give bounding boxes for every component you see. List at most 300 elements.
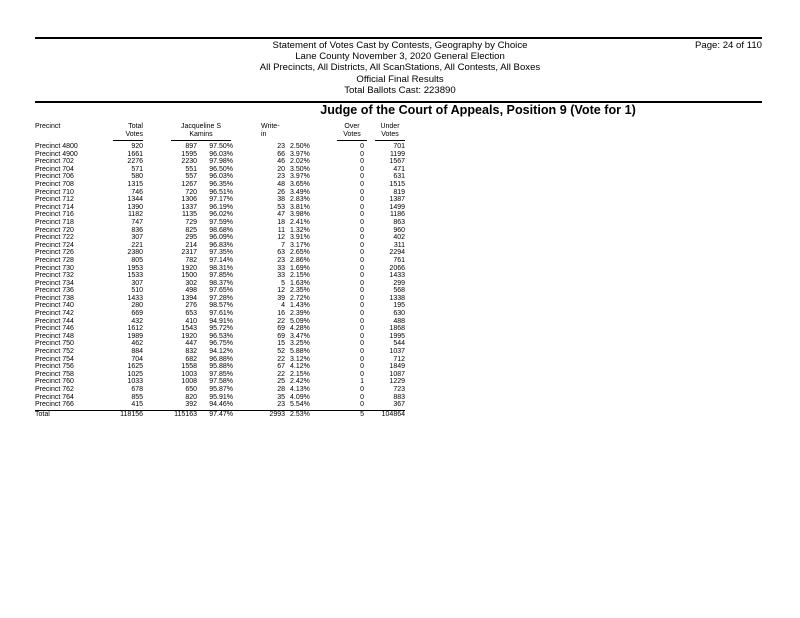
writein-votes: 63 [277, 249, 285, 257]
writein-votes: 22 [277, 370, 285, 378]
over-votes: 0 [360, 173, 364, 181]
writein-pct: 3.98% [290, 211, 310, 219]
total-votes: 1315 [127, 180, 143, 188]
under-votes: 761 [393, 256, 405, 264]
over-votes: 0 [360, 370, 364, 378]
candidate-pct: 94.12% [209, 348, 233, 356]
precinct-name: Precinct 706 [35, 173, 74, 181]
total-votes: 1182 [127, 211, 143, 219]
total-votes: 746 [131, 188, 143, 196]
candidate-votes: 447 [185, 340, 197, 348]
writein-votes: 12 [277, 287, 285, 295]
over-votes: 0 [360, 150, 364, 158]
total-votes: 669 [131, 310, 143, 318]
writein-votes: 39 [277, 294, 285, 302]
col-write-in: Write-in [261, 123, 280, 139]
under-votes: 1515 [389, 180, 405, 188]
over-votes: 0 [360, 256, 364, 264]
under-votes: 299 [393, 279, 405, 287]
under-votes: 1229 [389, 378, 405, 386]
precinct-name: Precinct 758 [35, 370, 74, 378]
candidate-votes: 720 [185, 188, 197, 196]
writein-pct: 3.12% [290, 355, 310, 363]
over-votes: 0 [360, 348, 364, 356]
candidate-pct: 97.17% [209, 196, 233, 204]
candidate-pct: 96.50% [209, 165, 233, 173]
precinct-name: Precinct 738 [35, 294, 74, 302]
precinct-name: Precinct 4900 [35, 150, 78, 158]
over-votes: 0 [360, 363, 364, 371]
over-votes: 0 [360, 180, 364, 188]
writein-pct: 3.65% [290, 180, 310, 188]
col-under-line1: Under [380, 123, 400, 130]
under-votes: 1087 [389, 370, 405, 378]
over-votes: 0 [360, 294, 364, 302]
candidate-votes: 682 [185, 355, 197, 363]
total-votes: 1025 [127, 370, 143, 378]
under-votes: 2294 [389, 249, 405, 257]
over-votes: 1 [360, 378, 364, 386]
writein-pct: 5.54% [290, 401, 310, 409]
candidate-votes: 2317 [181, 249, 197, 257]
over-votes: 0 [360, 188, 364, 196]
header-line-scope: All Precincts, All Districts, All ScanStations, All Contests, All Boxes [259, 62, 541, 74]
precinct-name: Precinct 728 [35, 256, 74, 264]
writein-votes: 33 [277, 272, 285, 280]
candidate-pct: 97.28% [209, 294, 233, 302]
precinct-name: Precinct 760 [35, 378, 74, 386]
candidate-pct: 96.88% [209, 355, 233, 363]
under-votes: 1868 [389, 325, 405, 333]
total-votes: 2276 [127, 158, 143, 166]
writein-pct: 2.41% [290, 218, 310, 226]
total-votes: 1625 [127, 363, 143, 371]
candidate-pct: 95.72% [209, 325, 233, 333]
under-votes: 1387 [389, 196, 405, 204]
total-votes: 415 [131, 401, 143, 409]
under-votes: 195 [393, 302, 405, 310]
total-votes: 2380 [127, 249, 143, 257]
col-over-line1: Over [344, 123, 360, 130]
over-votes: 0 [360, 211, 364, 219]
precinct-name: Precinct 742 [35, 310, 74, 318]
precinct-name: Precinct 744 [35, 317, 74, 325]
writein-votes: 69 [277, 332, 285, 340]
total-votes: 1612 [127, 325, 143, 333]
total-votes: 1033 [127, 378, 143, 386]
under-votes: 630 [393, 310, 405, 318]
col-candidate [171, 123, 231, 141]
candidate-votes: 820 [185, 393, 197, 401]
writein-votes: 38 [277, 196, 285, 204]
writein-pct: 4.09% [290, 393, 310, 401]
total-votes: 1953 [127, 264, 143, 272]
total-votes: 580 [131, 173, 143, 181]
writein-votes: 48 [277, 180, 285, 188]
over-votes: 0 [360, 226, 364, 234]
writein-pct: 2.02% [290, 158, 310, 166]
candidate-pct: 96.53% [209, 332, 233, 340]
total-votes: 747 [131, 218, 143, 226]
under-votes: 471 [393, 165, 405, 173]
over-votes: 0 [360, 386, 364, 393]
precinct-name: Precinct 766 [35, 401, 74, 409]
over-votes: 0 [360, 317, 364, 325]
over-votes: 0 [360, 158, 364, 166]
total-candidate-pct: 97.47% [209, 410, 233, 418]
writein-pct: 2.15% [290, 272, 310, 280]
writein-votes: 22 [277, 317, 285, 325]
total-votes: 1989 [127, 332, 143, 340]
under-votes: 1567 [389, 158, 405, 166]
total-votes: 571 [131, 165, 143, 173]
precinct-name: Precinct 750 [35, 340, 74, 348]
total-candidate-votes: 115163 [174, 410, 197, 418]
candidate-pct: 97.14% [209, 256, 233, 264]
precinct-name: Precinct 704 [35, 165, 74, 173]
writein-votes: 18 [277, 218, 285, 226]
under-votes: 883 [393, 393, 405, 401]
writein-pct: 3.50% [290, 165, 310, 173]
writein-pct: 3.49% [290, 188, 310, 196]
writein-votes: 53 [277, 203, 285, 211]
writein-votes: 67 [277, 363, 285, 371]
total-writein-votes: 2993 [269, 410, 285, 418]
writein-pct: 1.32% [290, 226, 310, 234]
total-votes: 884 [131, 348, 143, 356]
precinct-name: Precinct 746 [35, 325, 74, 333]
total-votes: 510 [131, 287, 143, 295]
total-under-votes: 104864 [381, 410, 405, 418]
candidate-votes: 653 [185, 310, 197, 318]
writein-pct: 2.72% [290, 294, 310, 302]
candidate-votes: 1500 [181, 272, 197, 280]
candidate-pct: 96.02% [209, 211, 233, 219]
under-votes: 960 [393, 226, 405, 234]
candidate-pct: 98.31% [209, 264, 233, 272]
precinct-name: Precinct 718 [35, 218, 74, 226]
writein-pct: 2.42% [290, 378, 310, 386]
over-votes: 0 [360, 249, 364, 257]
candidate-pct: 96.09% [209, 234, 233, 242]
precinct-name: Precinct 754 [35, 355, 74, 363]
writein-votes: 28 [277, 386, 285, 393]
writein-votes: 22 [277, 355, 285, 363]
candidate-pct: 96.03% [209, 150, 233, 158]
candidate-pct: 95.87% [209, 386, 233, 393]
total-votes: 307 [131, 279, 143, 287]
candidate-votes: 782 [185, 256, 197, 264]
candidate-pct: 98.68% [209, 226, 233, 234]
candidate-pct: 98.37% [209, 279, 233, 287]
writein-votes: 35 [277, 393, 285, 401]
header-line-election: Lane County November 3, 2020 General Election [295, 51, 505, 63]
col-under-votes [375, 123, 405, 141]
candidate-votes: 1595 [181, 150, 197, 158]
total-votes: 678 [131, 386, 143, 393]
candidate-pct: 97.58% [209, 378, 233, 386]
under-votes: 631 [393, 173, 405, 181]
candidate-votes: 2230 [181, 158, 197, 166]
precinct-name: Precinct 732 [35, 272, 74, 280]
writein-votes: 46 [277, 158, 285, 166]
precinct-name: Precinct 708 [35, 180, 74, 188]
col-total-votes [113, 123, 143, 141]
candidate-pct: 95.88% [209, 363, 233, 371]
candidate-votes: 410 [185, 317, 197, 325]
total-votes: 118156 [120, 410, 143, 418]
writein-votes: 23 [277, 143, 285, 150]
candidate-pct: 94.46% [209, 401, 233, 409]
writein-pct: 3.47% [290, 332, 310, 340]
candidate-votes: 1920 [181, 264, 197, 272]
over-votes: 0 [360, 355, 364, 363]
writein-votes: 69 [277, 325, 285, 333]
candidate-votes: 295 [185, 234, 197, 242]
col-total-line2: Votes [113, 131, 143, 140]
precinct-name: Precinct 722 [35, 234, 74, 242]
precinct-name: Precinct 736 [35, 287, 74, 295]
under-votes: 712 [393, 355, 405, 363]
candidate-votes: 1337 [181, 203, 197, 211]
precinct-name: Precinct 762 [35, 386, 74, 393]
col-under-line2: Votes [375, 131, 405, 140]
col-total-line1: Total [128, 123, 143, 130]
candidate-votes: 650 [185, 386, 197, 393]
writein-pct: 3.97% [290, 173, 310, 181]
under-votes: 863 [393, 218, 405, 226]
under-votes: 701 [393, 143, 405, 150]
precinct-name: Precinct 714 [35, 203, 74, 211]
writein-votes: 23 [277, 401, 285, 409]
precinct-name: Precinct 740 [35, 302, 74, 310]
under-votes: 1199 [389, 150, 405, 158]
candidate-votes: 1003 [181, 370, 197, 378]
writein-pct: 3.97% [290, 150, 310, 158]
over-votes: 0 [360, 310, 364, 318]
writein-pct: 2.50% [290, 143, 310, 150]
over-votes: 0 [360, 287, 364, 295]
writein-votes: 33 [277, 264, 285, 272]
candidate-votes: 832 [185, 348, 197, 356]
contest-title: Judge of the Court of Appeals, Position 9 (Vote for 1) [320, 103, 636, 117]
writein-votes: 66 [277, 150, 285, 158]
precinct-name: Precinct 712 [35, 196, 74, 204]
under-votes: 1433 [389, 272, 405, 280]
page-number: Page: 24 of 110 [694, 40, 762, 51]
candidate-votes: 214 [185, 241, 197, 249]
candidate-pct: 98.57% [209, 302, 233, 310]
under-votes: 723 [393, 386, 405, 393]
writein-pct: 2.35% [290, 287, 310, 295]
total-writein-pct: 2.53% [290, 410, 310, 418]
candidate-pct: 96.75% [209, 340, 233, 348]
under-votes: 367 [393, 401, 405, 409]
total-votes: 1533 [127, 272, 143, 280]
writein-pct: 3.17% [290, 241, 310, 249]
candidate-pct: 97.85% [209, 370, 233, 378]
under-votes: 1338 [389, 294, 405, 302]
writein-pct: 3.91% [290, 234, 310, 242]
candidate-pct: 96.35% [209, 180, 233, 188]
candidate-votes: 392 [185, 401, 197, 409]
total-votes: 855 [131, 393, 143, 401]
writein-votes: 16 [277, 310, 285, 318]
under-votes: 819 [393, 188, 405, 196]
candidate-pct: 97.85% [209, 272, 233, 280]
over-votes: 0 [360, 279, 364, 287]
candidate-votes: 825 [185, 226, 197, 234]
candidate-votes: 1558 [181, 363, 197, 371]
writein-pct: 2.39% [290, 310, 310, 318]
header-line-status: Official Final Results [356, 73, 444, 85]
under-votes: 1499 [389, 203, 405, 211]
total-votes: 1390 [127, 203, 143, 211]
candidate-votes: 729 [185, 218, 197, 226]
writein-pct: 3.81% [290, 203, 310, 211]
over-votes: 0 [360, 203, 364, 211]
total-votes: 221 [131, 241, 143, 249]
over-votes: 0 [360, 332, 364, 340]
candidate-votes: 551 [185, 165, 197, 173]
writein-votes: 5 [281, 279, 285, 287]
under-votes: 311 [393, 241, 405, 249]
col-over-line2: Votes [337, 131, 367, 140]
writein-votes: 26 [277, 188, 285, 196]
over-votes: 0 [360, 401, 364, 409]
total-votes: 1344 [127, 196, 143, 204]
candidate-votes: 276 [185, 302, 197, 310]
writein-votes: 20 [277, 165, 285, 173]
candidate-votes: 897 [185, 143, 197, 150]
writein-votes: 11 [277, 226, 285, 234]
candidate-votes: 1306 [181, 196, 197, 204]
writein-pct: 1.69% [290, 264, 310, 272]
candidate-votes: 1267 [181, 180, 197, 188]
writein-votes: 52 [277, 348, 285, 356]
writein-pct: 5.88% [290, 348, 310, 356]
candidate-pct: 97.65% [209, 287, 233, 295]
header-line-ballots: Total Ballots Cast: 223890 [344, 84, 456, 96]
total-votes: 836 [131, 226, 143, 234]
writein-pct: 1.43% [290, 302, 310, 310]
total-votes: 920 [131, 143, 143, 150]
writein-pct: 2.65% [290, 249, 310, 257]
writein-pct: 1.63% [290, 279, 310, 287]
candidate-pct: 96.03% [209, 173, 233, 181]
writein-votes: 12 [277, 234, 285, 242]
candidate-votes: 1394 [181, 294, 197, 302]
total-votes: 462 [131, 340, 143, 348]
candidate-votes: 302 [185, 279, 197, 287]
candidate-votes: 1543 [181, 325, 197, 333]
under-votes: 568 [393, 287, 405, 295]
writein-pct: 3.25% [290, 340, 310, 348]
over-votes: 0 [360, 165, 364, 173]
candidate-votes: 557 [185, 173, 197, 181]
col-precinct: Precinct [35, 123, 61, 130]
precinct-name: Precinct 730 [35, 264, 74, 272]
over-votes: 0 [360, 325, 364, 333]
candidate-pct: 97.35% [209, 249, 233, 257]
writein-votes: 47 [277, 211, 285, 219]
precinct-name: Precinct 716 [35, 211, 74, 219]
over-votes: 0 [360, 234, 364, 242]
col-candidate-line1: Jacqueline S [180, 123, 222, 130]
candidate-pct: 96.19% [209, 203, 233, 211]
precinct-name: Precinct 734 [35, 279, 74, 287]
header-line-title: Statement of Votes Cast by Contests, Geography by Choice [272, 40, 528, 51]
writein-pct: 4.13% [290, 386, 310, 393]
under-votes: 1849 [389, 363, 405, 371]
writein-pct: 4.28% [290, 325, 310, 333]
col-candidate-line2: Kamins [171, 131, 231, 140]
writein-votes: 4 [281, 302, 285, 310]
writein-votes: 25 [277, 378, 285, 386]
precinct-name: Precinct 724 [35, 241, 74, 249]
total-votes: 432 [131, 317, 143, 325]
under-votes: 2066 [389, 264, 405, 272]
total-label: Total [35, 410, 50, 418]
candidate-votes: 1920 [181, 332, 197, 340]
candidate-pct: 96.83% [209, 241, 233, 249]
over-votes: 0 [360, 340, 364, 348]
candidate-votes: 1008 [181, 378, 197, 386]
candidate-votes: 498 [185, 287, 197, 295]
under-votes: 544 [393, 340, 405, 348]
writein-pct: 2.86% [290, 256, 310, 264]
total-votes: 280 [131, 302, 143, 310]
over-votes: 0 [360, 272, 364, 280]
candidate-pct: 97.50% [209, 143, 233, 150]
over-votes: 0 [360, 264, 364, 272]
writein-votes: 23 [277, 173, 285, 181]
writein-pct: 5.09% [290, 317, 310, 325]
writein-pct: 4.12% [290, 363, 310, 371]
under-votes: 1186 [389, 211, 405, 219]
over-votes: 0 [360, 241, 364, 249]
over-votes: 0 [360, 302, 364, 310]
total-over-votes: 5 [360, 410, 364, 418]
col-over-votes [337, 123, 367, 141]
precinct-name: Precinct 764 [35, 393, 74, 401]
candidate-pct: 95.91% [209, 393, 233, 401]
under-votes: 402 [393, 234, 405, 242]
candidate-pct: 97.61% [209, 310, 233, 318]
writein-votes: 23 [277, 256, 285, 264]
writein-votes: 7 [281, 241, 285, 249]
precinct-name: Precinct 720 [35, 226, 74, 234]
precinct-name: Precinct 748 [35, 332, 74, 340]
candidate-pct: 96.51% [209, 188, 233, 196]
over-votes: 0 [360, 218, 364, 226]
total-votes: 307 [131, 234, 143, 242]
writein-pct: 2.15% [290, 370, 310, 378]
precinct-name: Precinct 726 [35, 249, 74, 257]
candidate-pct: 97.98% [209, 158, 233, 166]
over-votes: 0 [360, 196, 364, 204]
total-votes: 1433 [127, 294, 143, 302]
under-votes: 488 [393, 317, 405, 325]
total-votes: 1661 [127, 150, 143, 158]
precinct-name: Precinct 710 [35, 188, 74, 196]
under-votes: 1995 [389, 332, 405, 340]
precinct-name: Precinct 702 [35, 158, 74, 166]
report-header [0, 40, 800, 96]
total-votes: 805 [131, 256, 143, 264]
writein-votes: 15 [277, 340, 285, 348]
top-rule [35, 37, 762, 39]
